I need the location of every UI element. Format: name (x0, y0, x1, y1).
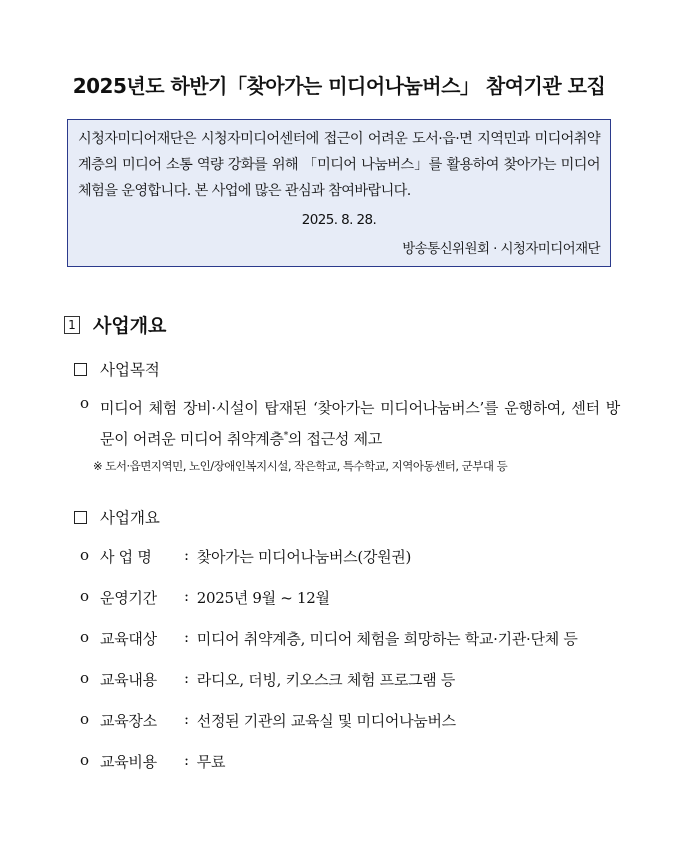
overview-item: o 운영기간 : 2025년 9월 ~ 12월 (80, 587, 330, 607)
checkbox-square-icon (74, 511, 87, 524)
notice-org: 방송통신위원회 · 시청자미디어재단 (402, 241, 600, 257)
page-title: 2025년도 하반기「찾아가는 미디어나눔버스」 참여기관 모집 (72, 74, 606, 98)
overview-item: o 교육장소 : 선정된 기관의 교육실 및 미디어나눔버스 (80, 710, 456, 730)
checkbox-square-icon (74, 363, 87, 376)
notice-date: 2025. 8. 28. (301, 212, 377, 228)
purpose-text: 미디어 체험 장비·시설이 탑재된 ‘찾아가는 미디어나눔버스’를 운행하여, 센터 방문이 어려운 미디어 취약계층*의 접근성 제고 (100, 399, 620, 448)
overview-item: o 교육내용 : 라디오, 더빙, 키오스크 체험 프로그램 등 (80, 669, 456, 689)
bullet-marker: o (80, 394, 89, 412)
overview-item: o 교육비용 : 무료 (80, 751, 226, 771)
overview-item: o 사 업 명 : 찾아가는 미디어나눔버스(강원권) (80, 546, 411, 566)
subheading-overview (74, 506, 160, 528)
section-number: 1 (64, 316, 80, 334)
section-title: 사업개요 (93, 315, 167, 337)
subheading-purpose-label: 사업목적 (100, 361, 160, 379)
subheading-purpose (74, 358, 160, 380)
notice-body: 시청자미디어재단은 시청자미디어센터에 접근이 어려운 도서·읍·면 지역민과 미디어취약계층의 미디어 소통 역량 강화를 위해 「미디어 나눔버스」를 활용하여 찾아가는 미디어체험을 운영합니다. 본 사업에 많은 관심과 참여바랍니다. (78, 131, 600, 199)
overview-item: o 교육대상 : 미디어 취약계층, 미디어 체험을 희망하는 학교·기관·단체 등 (80, 628, 578, 648)
subheading-overview-label: 사업개요 (100, 509, 160, 527)
purpose-paragraph (80, 394, 620, 453)
purpose-note: ※ 도서·읍면지역민, 노인/장애인복지시설, 작은학교, 특수학교, 지역아동센터, 군부대 등 (93, 459, 508, 473)
notice-box (67, 119, 611, 267)
section-heading (64, 311, 166, 338)
